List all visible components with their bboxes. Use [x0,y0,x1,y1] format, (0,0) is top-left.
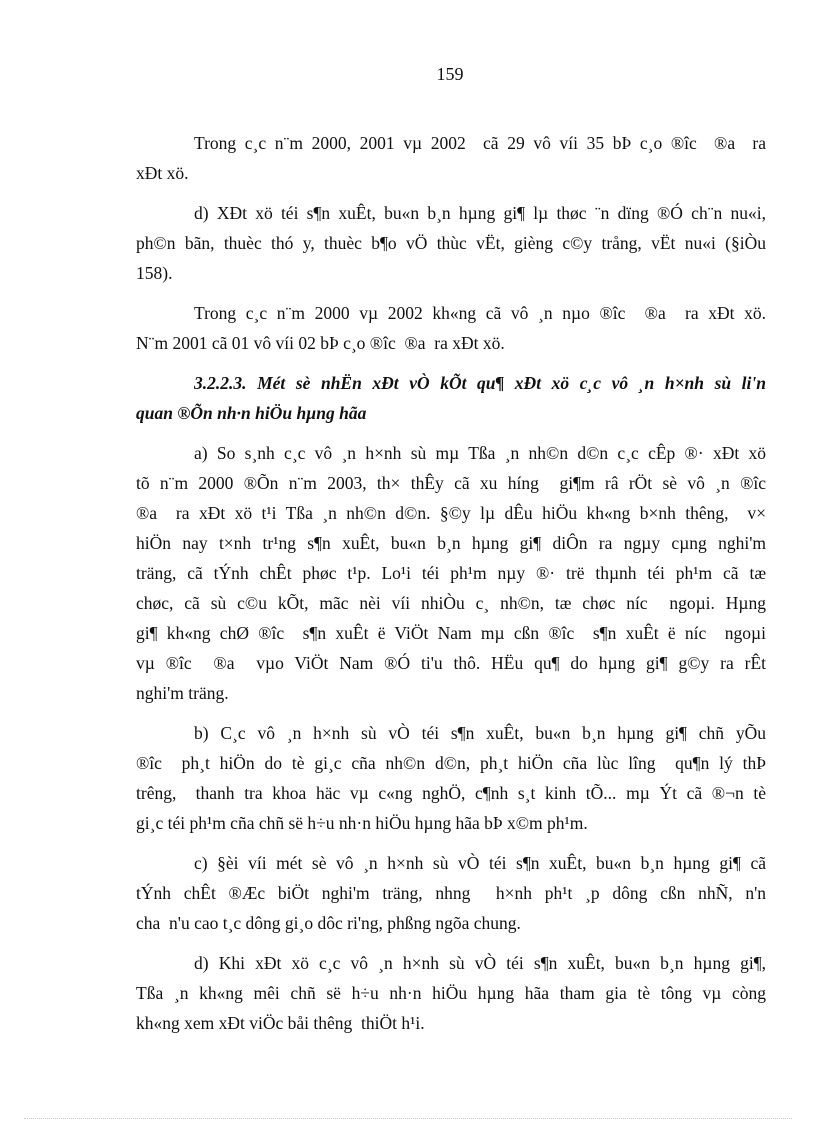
text-line: d) XÐt xö téi s¶n xuÊt, bu«n b¸n hµng gi¶ lµ thøc ¨n dïng ®Ó ch¨n nu«i, [194,203,766,223]
paragraph [136,848,766,938]
paragraph [136,438,766,708]
page-body [136,128,766,1048]
text-line: 158). [136,263,173,283]
section-heading [136,368,766,428]
text-line: a) So s¸nh c¸c vô ¸n h×nh sù mµ Tßa ¸n nh©n d©n c¸c cÊp ®· xÐt xö [194,443,766,463]
text-line: N¨m 2001 cã 01 vô víi 02 bÞ c¸o ®îc ®a ra xÐt xö. [136,333,505,353]
text-line: tÝnh chÊt ®Æc biÖt nghi'm träng, nhng h×nh ph¹t ¸p dông cßn nhÑ, n'n [136,883,766,903]
text-line: b) C¸c vô ¸n h×nh sù vÒ téi s¶n xuÊt, bu«n b¸n hµng gi¶ chñ yÕu [194,723,766,743]
paragraph [136,948,766,1038]
text-line: ®îc ph¸t hiÖn do tè gi¸c cña nh©n d©n, ph¸t hiÖn cña lùc lîng qu¶n lý thÞ [136,753,766,773]
text-line: hiÖn nay t×nh tr¹ng s¶n xuÊt, bu«n b¸n hµng gi¶ diÔn ra ngµy cµng nghi'm [136,533,766,553]
text-line: Trong c¸c n¨m 2000 vµ 2002 kh«ng cã vô ¸n nµo ®îc ®a ra xÐt xö. [194,303,766,323]
text-line: Trong c¸c n¨m 2000, 2001 vµ 2002 cã 29 vô víi 35 bÞ c¸o ®îc ®a ra [194,133,766,153]
text-line: c) §èi víi mét sè vô ¸n h×nh sù vÒ téi s¶n xuÊt, bu«n b¸n hµng gi¶ cã [194,853,766,873]
text-line: träng, cã tÝnh chÊt phøc t¹p. Lo¹i téi ph¹m nµy ®· trë thµnh téi ph¹m cã tæ [136,563,766,583]
text-line: xÐt xö. [136,163,189,183]
text-line: ph©n bãn, thuèc thó y, thuèc b¶o vÖ thùc vËt, gièng c©y trång, vËt nu«i (§iÒu [136,233,766,253]
heading-line: 3.2.2.3. Mét sè nhËn xÐt vÒ kÕt qu¶ xÐt xö c¸c vô ¸n h×nh sù li'n [194,373,766,393]
text-line: cha n'u cao t¸c dông gi¸o dôc ri'ng, phßng ngõa chung. [136,913,521,933]
paragraph [136,128,766,188]
paragraph [136,198,766,288]
text-line: chøc, cã sù c©u kÕt, mãc nèi víi nhiÒu c¸ nh©n, tæ chøc níc ngoµi. Hµng [136,593,766,613]
text-line: gi¶ kh«ng chØ ®îc s¶n xuÊt ë ViÖt Nam mµ cßn ®îc s¶n xuÊt ë níc ngoµi [136,623,766,643]
text-line: d) Khi xÐt xö c¸c vô ¸n h×nh sù vÒ téi s¶n xuÊt, bu«n b¸n hµng gi¶, [194,953,766,973]
heading-line: quan ®Õn nh·n hiÖu hµng hãa [136,403,367,423]
text-line: ®a ra xÐt xö t¹i Tßa ¸n nh©n d©n. §©y lµ dÊu hiÖu kh«ng b×nh thêng, v× [136,503,766,523]
paragraph [136,298,766,358]
text-line: kh«ng xem xÐt viÖc båi thêng thiÖt h¹i. [136,1013,425,1033]
text-line: trêng, thanh tra khoa häc vµ c«ng nghÖ, c¶nh s¸t kinh tÕ... mµ Ýt cã ®¬n tè [136,783,766,803]
text-line: gi¸c téi ph¹m cña chñ së h÷u nh·n hiÖu hµng hãa bÞ x©m ph¹m. [136,813,588,833]
text-line: tõ n¨m 2000 ®Õn n¨m 2003, th× thÊy cã xu híng gi¶m râ rÖt sè vô ¸n ®îc [136,473,766,493]
text-line: vµ ®îc ®a vµo ViÖt Nam ®Ó ti'u thô. HËu qu¶ do hµng gi¶ g©y ra rÊt [136,653,766,673]
page-number: 159 [436,64,464,84]
text-line: nghi'm träng. [136,683,229,703]
paragraph [136,718,766,838]
text-line: Tßa ¸n kh«ng mêi chñ së h÷u nh·n hiÖu hµng hãa tham gia tè tông vµ còng [136,983,766,1003]
page-bottom-divider [24,1118,792,1119]
